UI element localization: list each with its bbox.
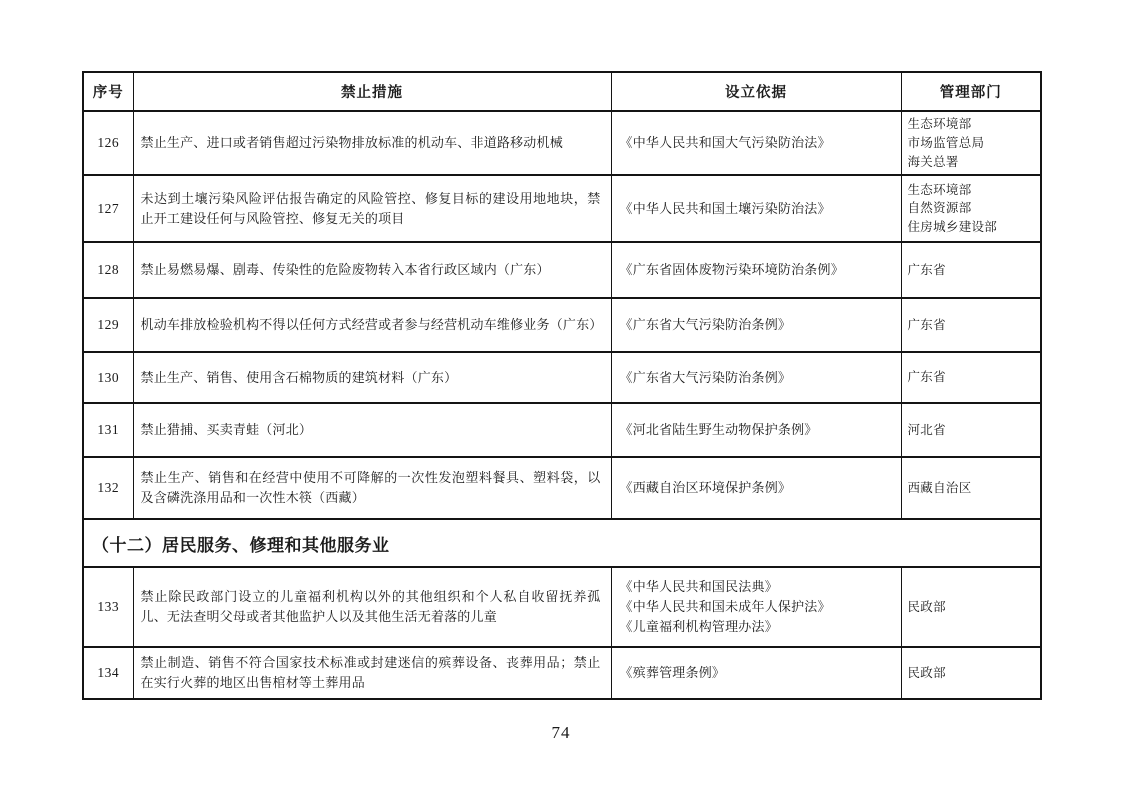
department-line: 市场监管总局 — [907, 135, 985, 150]
department-line: 民政部 — [907, 665, 946, 680]
department-line: 广东省 — [907, 262, 946, 277]
row-number: 130 — [83, 352, 133, 403]
department-line: 自然资源部 — [907, 201, 972, 216]
department-line: 河北省 — [907, 422, 946, 437]
row-number: 133 — [83, 567, 133, 647]
measure-cell: 禁止生产、进口或者销售超过污染物排放标准的机动车、非道路移动机械 — [133, 111, 611, 175]
row-number: 134 — [83, 647, 133, 699]
row-number: 126 — [83, 111, 133, 175]
basis-line: 《儿童福利机构管理办法》 — [619, 619, 778, 635]
basis-cell — [611, 298, 901, 352]
header-no: 序号 — [83, 72, 133, 111]
row-number: 127 — [83, 175, 133, 242]
row-number: 129 — [83, 298, 133, 352]
department-line: 西藏自治区 — [907, 480, 972, 495]
department-cell — [901, 403, 1041, 457]
basis-cell — [611, 567, 901, 647]
basis-cell — [611, 647, 901, 699]
row-number: 128 — [83, 242, 133, 298]
basis-line: 《中华人民共和国民法典》 — [619, 579, 778, 595]
measure-cell: 禁止生产、销售、使用含石棉物质的建筑材料（广东） — [133, 352, 611, 403]
department-cell — [901, 111, 1041, 175]
department-line: 广东省 — [907, 370, 946, 385]
department-line: 民政部 — [907, 599, 946, 614]
basis-line: 《广东省大气污染防治条例》 — [619, 369, 792, 385]
section-title: （十二）居民服务、修理和其他服务业 — [83, 519, 1041, 567]
department-cell — [901, 567, 1041, 647]
basis-line: 《中华人民共和国未成年人保护法》 — [619, 599, 831, 615]
table-row — [83, 175, 1041, 242]
basis-line: 《广东省固体废物污染环境防治条例》 — [619, 262, 844, 278]
department-cell — [901, 457, 1041, 519]
table-row — [83, 647, 1041, 699]
measure-cell: 未达到土壤污染风险评估报告确定的风险管控、修复目标的建设用地地块，禁止开工建设任何与风险管控、修复无关的项目 — [133, 175, 611, 242]
basis-line: 《河北省陆生野生动物保护条例》 — [619, 422, 818, 438]
department-cell — [901, 175, 1041, 242]
basis-cell — [611, 403, 901, 457]
row-number: 131 — [83, 403, 133, 457]
table-row — [83, 352, 1041, 403]
basis-line: 《中华人民共和国土壤污染防治法》 — [619, 200, 831, 216]
basis-cell — [611, 457, 901, 519]
section-header-row — [83, 519, 1041, 567]
measure-cell: 禁止易燃易爆、剧毒、传染性的危险废物转入本省行政区域内（广东） — [133, 242, 611, 298]
basis-cell — [611, 242, 901, 298]
department-line: 海关总署 — [907, 154, 959, 169]
basis-cell — [611, 175, 901, 242]
table-row — [83, 403, 1041, 457]
department-line: 住房城乡建设部 — [907, 220, 998, 235]
department-cell — [901, 352, 1041, 403]
department-line: 生态环境部 — [907, 117, 972, 131]
department-cell — [901, 242, 1041, 298]
basis-cell — [611, 111, 901, 175]
table-header-row — [83, 72, 1041, 111]
department-cell — [901, 298, 1041, 352]
header-measure: 禁止措施 — [133, 72, 611, 111]
measure-cell: 禁止制造、销售不符合国家技术标准或封建迷信的殡葬设备、丧葬用品；禁止在实行火葬的地区出售棺材等土葬用品 — [133, 647, 611, 699]
measure-cell: 禁止除民政部门设立的儿童福利机构以外的其他组织和个人私自收留抚养孤儿、无法查明父母或者其他监护人以及其他生活无着落的儿童 — [133, 567, 611, 647]
page-number: 74 — [551, 723, 571, 742]
header-department: 管理部门 — [901, 72, 1041, 111]
department-line: 广东省 — [907, 317, 946, 332]
department-cell — [901, 647, 1041, 699]
basis-line: 《殡葬管理条例》 — [619, 665, 726, 681]
basis-line: 《广东省大气污染防治条例》 — [619, 317, 792, 333]
header-basis: 设立依据 — [611, 72, 901, 111]
table-row — [83, 567, 1041, 647]
table-row — [83, 242, 1041, 298]
row-number: 132 — [83, 457, 133, 519]
department-line: 生态环境部 — [907, 182, 972, 197]
basis-line: 《西藏自治区环境保护条例》 — [619, 480, 792, 496]
table-row — [83, 111, 1041, 175]
measure-cell: 禁止生产、销售和在经营中使用不可降解的一次性发泡塑料餐具、塑料袋，以及含磷洗涤用品和一次性木筷（西藏） — [133, 457, 611, 519]
measure-cell: 禁止猎捕、买卖青蛙（河北） — [133, 403, 611, 457]
measure-cell: 机动车排放检验机构不得以任何方式经营或者参与经营机动车维修业务（广东） — [133, 298, 611, 352]
table-row — [83, 298, 1041, 352]
table-row — [83, 457, 1041, 519]
prohibition-measures-table — [82, 71, 1042, 700]
basis-line: 《中华人民共和国大气污染防治法》 — [619, 135, 831, 151]
basis-cell — [611, 352, 901, 403]
